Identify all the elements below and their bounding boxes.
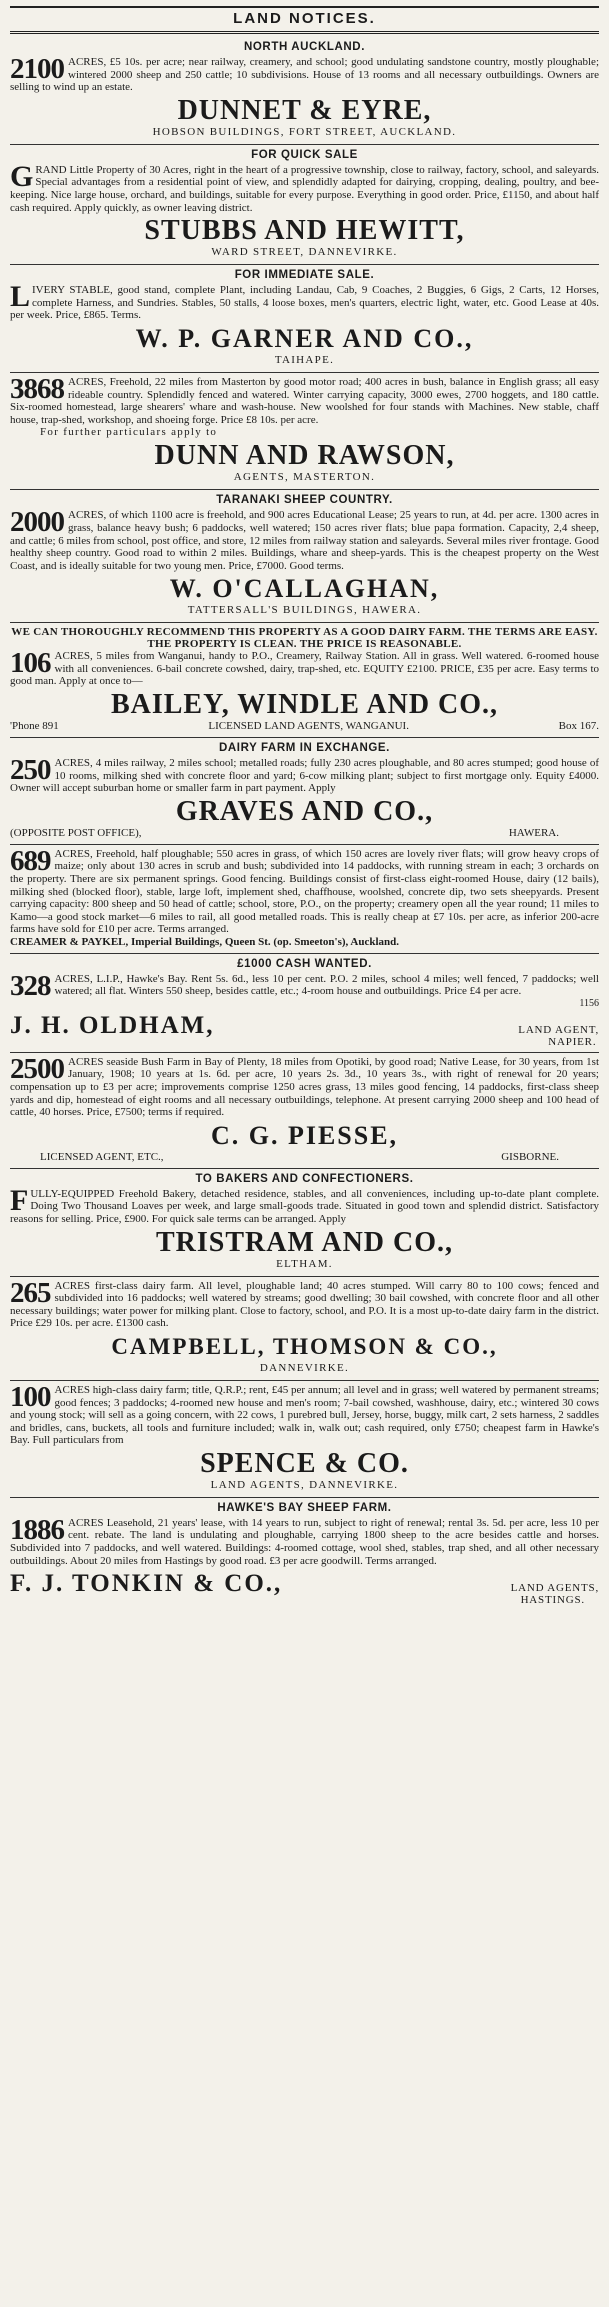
- acreage-number: 3868: [10, 372, 64, 405]
- agent-address: LAND AGENTS, DANNEVIRKE.: [210, 1478, 399, 1491]
- listing-body: ULLY-EQUIPPED Freehold Bakery, detached residence, stables, and all conveniences, including up-to-date plant complete. Doing Two Thousand Loaves per week, and large small-goods trade. Situated in good town and splendid district. Satisfactory reasons for selling. Price, £900. For quick sale terms can be arranged. Apply: [10, 1187, 599, 1225]
- listing-body: RAND Little Property of 30 Acres, right in the heart of a progressive township, close to railway, factory, school, and saleyards. Special advantages from a residential point of view, and splendidly adapted for dairying, cropping, dealing, poultry, and bee-keeping. Nice large house, orchard, and buildings, suitable for every purpose. Everything in good order. Price, £1150, and about half cash required. Apply quickly, as owner leaving district.: [10, 163, 599, 214]
- agent-address: AGENTS, MASTERTON.: [233, 471, 376, 484]
- agent-address: LICENSED LAND AGENTS, WANGANUI.: [208, 720, 409, 733]
- agent-location-note: (OPPOSITE POST OFFICE),: [10, 826, 142, 839]
- agent-title: LAND AGENT,: [518, 1023, 599, 1036]
- listing-dairy-exchange: [10, 738, 599, 845]
- acreage-number: 328: [10, 969, 51, 1002]
- acreage-number: 265: [10, 1276, 51, 1309]
- listing-body: IVERY STABLE, good stand, complete Plant, including Landau, Cab, 9 Coaches, 2 Buggies, 6 Gigs, 2 Carts, 12 Horses, complete Harness, and Sundries. Stables, 50 stalls, 4 loose boxes, men's quarters, electric light, water, etc. Good Lease at 40s. per week. Price, £865. Terms.: [10, 284, 599, 322]
- agent-address: ELTHAM.: [276, 1257, 333, 1270]
- listing-body: ACRES high-class dairy farm; title, Q.R.P.; rent, £45 per annum; all level and in grass; well watered by permanent streams; good fences; 3 paddocks; 4-roomed new house and men's room; 7-bail cowshed, washhouse, dairy, etc.; wintered 30 cows and young stock; will sell as a going concern, with 22 cows, 1 purebred bull, Jersey, horse, buggy, milk cart, 2 sets harness, 2 saddles and bridles, cans, buckets, all tools and furniture included; walk in, walk out; cash required, only £750; cheapest farm in Hawke's Bay. Full particulars from: [10, 1383, 599, 1447]
- agent-name: SPENCE & CO.: [200, 1447, 409, 1479]
- listing-hawkes-bay-sheep: [10, 1498, 599, 1610]
- agent-title: LAND AGENTS,: [510, 1582, 599, 1595]
- acreage-number: 250: [10, 754, 51, 787]
- listing-heading: FOR IMMEDIATE SALE.: [234, 269, 375, 282]
- listing-heading: TARANAKI SHEEP COUNTRY.: [216, 494, 393, 507]
- acreage-number: 100: [10, 1380, 51, 1413]
- acreage-number: 1886: [10, 1513, 64, 1546]
- listing-hawkes-bay-dairy: [10, 1381, 599, 1498]
- agent-address: TATTERSALL'S BUILDINGS, HAWERA.: [187, 604, 422, 617]
- agent-name: F. J. TONKIN & CO.,: [10, 1570, 283, 1598]
- acreage-number: 2100: [10, 53, 64, 85]
- agent-footer: CREAMER & PAYKEL, Imperial Buildings, Queen St. (op. Smeeton's), Auckland.: [10, 936, 400, 948]
- listing-bakery: [10, 1169, 599, 1277]
- listing-lead: For further particulars apply to: [40, 426, 218, 439]
- agent-name: DUNN AND RAWSON,: [154, 440, 455, 472]
- listing-body: ACRES, 5 miles from Wanganui, handy to P.O., Creamery, Railway Station. All in grass. Well watered. 6-roomed house with all conveniences. 6-bail concrete cowshed, dairy, trap-shed, etc. EQUITY £2100. PRICE, £35 per acre. Easy terms to good man. Apply at once to—: [10, 650, 599, 688]
- agent-town: NAPIER.: [548, 1035, 597, 1048]
- listing-wanganui: [10, 623, 599, 738]
- agent-town: HASTINGS.: [520, 1594, 585, 1607]
- agent-town: GISBORNE.: [501, 1150, 559, 1163]
- listing-kamo: [10, 845, 599, 954]
- listing-heading: £1000 CASH WANTED.: [237, 957, 372, 970]
- listing-heading: TO BAKERS AND CONFECTIONERS.: [195, 1172, 414, 1185]
- listing-bay-of-plenty: [10, 1053, 599, 1169]
- agent-town: HAWERA.: [508, 826, 559, 839]
- acreage-number: 689: [10, 844, 51, 877]
- acreage-number: 106: [10, 647, 51, 680]
- listing-cash-wanted: [10, 954, 599, 1053]
- listing-body: ACRES, £5 10s. per acre; near railway, creamery, and school; good undulating sandstone country, mostly ploughable; wintered 2000 sheep and 250 cattle; 10 subdivisions. House of 13 rooms and all necessary outbuildings. Owners are selling to wind up an estate.: [10, 56, 599, 94]
- listing-intro: WE CAN THOROUGHLY RECOMMEND THIS PROPERTY AS A GOOD DAIRY FARM. THE TERMS ARE EASY. THE PROPERTY IS CLEAN. THE PRICE IS REASONABLE.: [11, 626, 598, 651]
- listing-masterton: [10, 373, 599, 490]
- listing-heading: DAIRY FARM IN EXCHANGE.: [219, 742, 390, 755]
- listing-body: ACRES Leasehold, 21 years' lease, with 14 years to run, subject to right of renewal; rental 3s. 5d. per acre, less 10 per cent. rebate. The land is undulating and ploughable, carrying 1800 sheep to the acre besides cattle and horses. Subdivided into 7 paddocks, and well watered. Buildings: 4-roomed cottage, wool shed, stables, trap shed, and all other necessary outbuildings. About 20 miles from Hastings by good road. £3 per acre goodwill. Terms arranged.: [10, 1516, 599, 1567]
- listing-body: ACRES, L.I.P., Hawke's Bay. Rent 5s. 6d., less 10 per cent. P.O. 2 miles, school 4 miles; well fenced, 7 paddocks; well watered; all flat. Winters 550 sheep, besides cattle, etc.; 4-room house and outbuildings. Price £4 per acre.: [54, 972, 599, 998]
- agent-name: DUNNET & EYRE,: [177, 94, 432, 126]
- page-title: LAND NOTICES.: [10, 6, 599, 34]
- listing-body: ACRES, of which 1100 acre is freehold, and 900 acres Educational Lease; 25 years to run, at 4d. per acre. 1300 acres in grass, balance heavy bush; 6 paddocks, well watered; 150 acres river flats; blue papa formation. Capacity, 2,4 sheep, and cattle; 6 miles from school, post office, and store, 12 miles from railway station and saleyards. Several miles river frontage. Good healthy sheep country. Good road to within 2 miles. Buildings, whare and sheep-yards. This is the cheapest property on the West Coast, and is ideally suitable for two young men. Price, £7000. Good terms.: [10, 509, 599, 572]
- agent-name: J. H. OLDHAM,: [10, 1011, 215, 1039]
- listing-body: ACRES, Freehold, half ploughable; 550 acres in grass, of which 150 acres are lovely river flats; will grow heavy crops of maize; only about 130 acres in scrub and bush; subdivided into 14 paddocks, with running stream in each; 3 orchards on the property. There are six permanent springs. Good fencing. Buildings consist of first-class eight-roomed House, dairy (12 bails), milking shed (blocked floor), stable, large loft, implement shed, chaffhouse, woolshed, concrete dip, two sets sheepyards. Present carrying capacity: 800 sheep and 50 head of cattle; school, store, P.O., on the property; creamery open all the year round; 11 miles to Kamo—a good stock market—6 miles to rail, all good metalled roads. This is really cheap at £7 10s. per acre, as inferior 200-acre farms have sold for £10 per acre. Terms arranged.: [10, 847, 599, 936]
- agent-title: LICENSED AGENT, ETC.,: [40, 1150, 164, 1163]
- agent-address: DANNEVIRKE.: [259, 1361, 350, 1374]
- agent-address: HOBSON BUILDINGS, FORT STREET, AUCKLAND.: [152, 125, 457, 138]
- drop-cap: F: [10, 1183, 29, 1217]
- listing-livery-stable: [10, 265, 599, 373]
- listing-quick-sale: [10, 145, 599, 265]
- listing-taranaki: [10, 490, 599, 623]
- agent-name: W. O'CALLAGHAN,: [169, 574, 440, 604]
- agent-name: CAMPBELL, THOMSON & CO.,: [111, 1333, 498, 1359]
- listing-body: ACRES seaside Bush Farm in Bay of Plenty, 18 miles from Opotiki, by good road; Native Lease, for 30 years, from 1st January, 1908; 10 years at 1s. 6d. per acre, 10 years 2s. 3d., 10 years 3s., with right of renewal for 20 years; compensation up to £3 per acre; improvements comprise 1250 acres grass, 13 miles good fencing, 14 paddocks, first-class sheep yards and dip, homestead of eight rooms and all necessary outbuildings, telephone. At present carrying 2000 sheep and 100 head of cattle, 40 horses. Price, £7500; terms if required.: [10, 1055, 599, 1119]
- drop-cap: L: [10, 280, 31, 314]
- ad-reference-number: 1156: [579, 997, 599, 1009]
- agent-name: GRAVES AND CO.,: [175, 795, 434, 827]
- listing-dannevirke-dairy: [10, 1277, 599, 1381]
- agent-name: TRISTRAM AND CO.,: [155, 1226, 454, 1258]
- agent-phone: 'Phone 891: [10, 720, 59, 733]
- agent-name: BAILEY, WINDLE AND CO.,: [110, 689, 499, 721]
- listing-north-auckland: [10, 37, 599, 145]
- agent-box: Box 167.: [558, 720, 599, 733]
- acreage-number: 2500: [10, 1052, 64, 1085]
- listing-body: ACRES, 4 miles railway, 2 miles school; metalled roads; fully 230 acres ploughable, and 80 acres stumped; good house of 10 rooms, milking shed with concrete floor and yard; 6-cow milking plant; subject to first mortgage only. Equity £4000. Owner will accept suburban home or smaller farm in part payment. Apply: [10, 757, 599, 795]
- listing-body: ACRES first-class dairy farm. All level, ploughable land; 40 acres stumped. Will carry 80 to 100 cows; fenced and subdivided into 16 paddocks; well watered by streams; good dwelling; 30 bail cowshed, with concrete floor and all other necessary buildings; water power for milking plant. Close to factory, school, and P.O. It is a most up-to-date dairy farm in the district. Price £29 10s. per acre. £1300 cash.: [10, 1279, 599, 1330]
- listing-body: ACRES, Freehold, 22 miles from Masterton by good motor road; 400 acres in bush, balance in English grass; all easy rideable country. Splendidly fenced and watered. Winter carrying capacity, 3000 ewes, 2700 hoggets, and 180 cattle. Six-roomed homestead, large shearers' whare and wash-house. New woolshed for four stands with Machines. New stable, chaff house, trap-shed, workshop, and shoeing forge. Price £8 10s. per acre.: [10, 375, 599, 426]
- drop-cap: G: [10, 159, 34, 193]
- listing-heading: FOR QUICK SALE: [251, 148, 358, 161]
- agent-name: W. P. GARNER AND CO.,: [135, 323, 474, 353]
- agent-name: C. G. PIESSE,: [210, 1120, 399, 1150]
- agent-address: TAIHAPE.: [274, 353, 335, 366]
- agent-address: WARD STREET, DANNEVIRKE.: [211, 246, 398, 259]
- listing-heading: NORTH AUCKLAND.: [243, 41, 365, 53]
- listing-heading: HAWKE'S BAY SHEEP FARM.: [217, 1501, 392, 1514]
- acreage-number: 2000: [10, 506, 64, 539]
- agent-name: STUBBS AND HEWITT,: [144, 215, 465, 247]
